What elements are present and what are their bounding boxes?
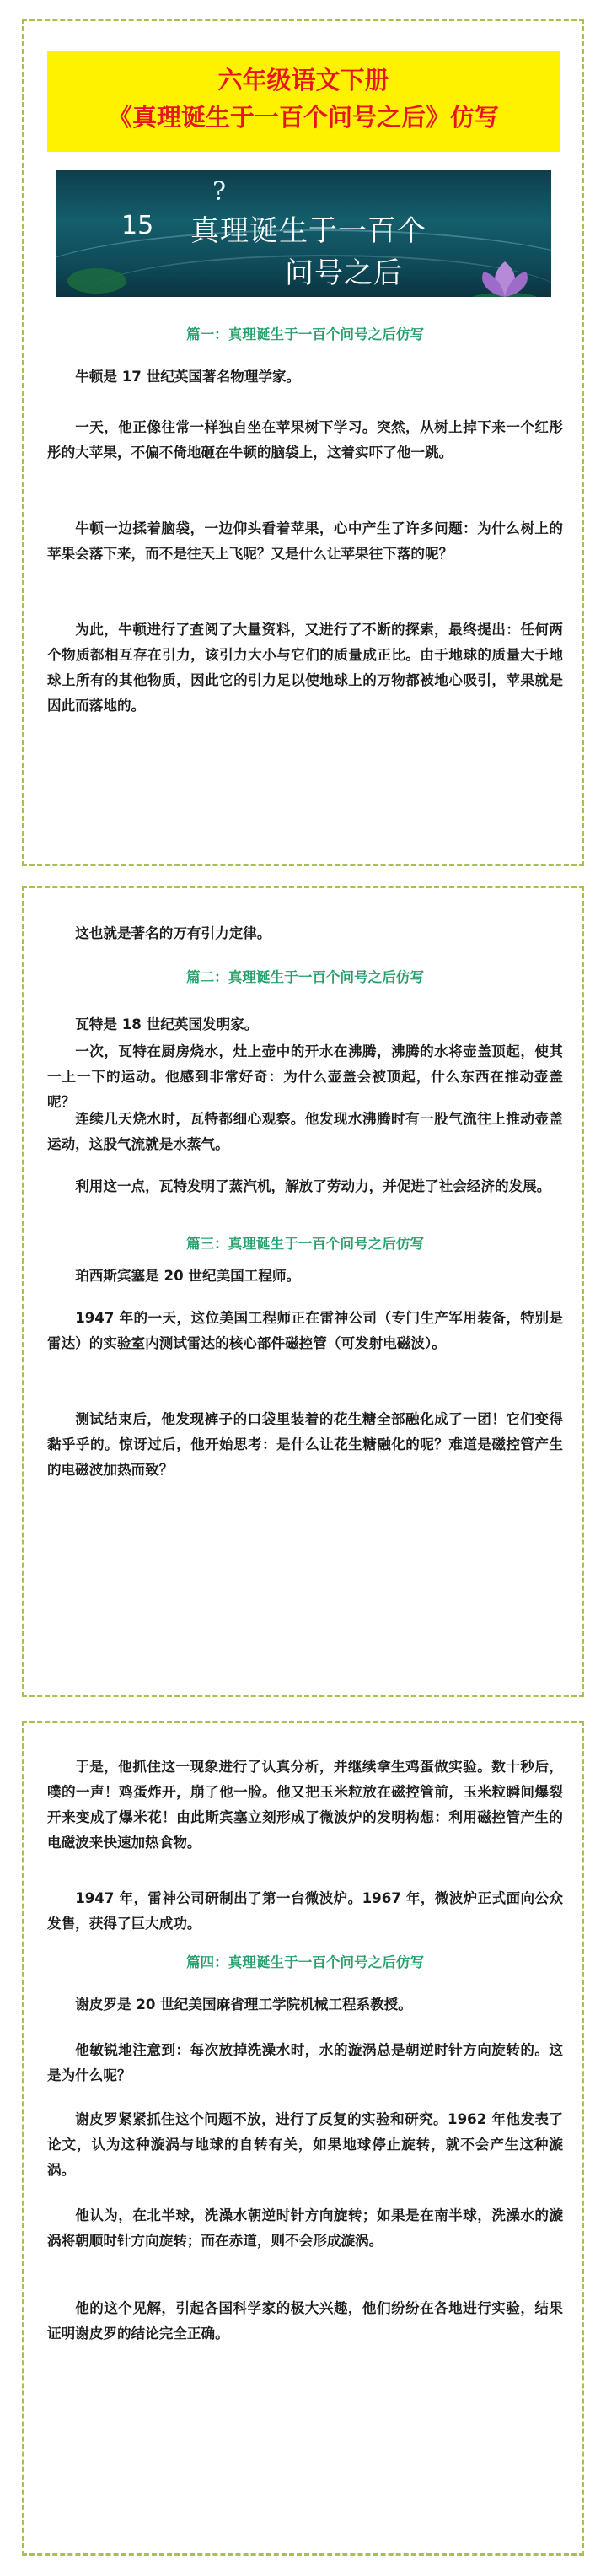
title-line-2: 《真理诞生于一百个问号之后》仿写 <box>107 103 499 132</box>
section-heading-3: 篇三：真理诞生于一百个问号之后仿写 <box>185 1236 425 1252</box>
paragraph: 1947 年的一天，这位美国工程师正在雷神公司（专门生产军用装备，特别是雷达）的实验室内测试雷达的核心部件磁控管（可发射电磁波）。 <box>47 1310 563 1351</box>
paragraph: 一次，瓦特在厨房烧水，灶上壶中的开水在沸腾，沸腾的水将壶盖顶起，使其一上一下的运动。他感到非常好奇：为什么壶盖会被顶起，什么东西在推动壶盖呢？ <box>47 1043 563 1110</box>
paragraph: 连续几天烧水时，瓦特都细心观察。他发现水沸腾时有一股气流往上推动壶盖运动，这股气流就是水蒸气。 <box>47 1111 563 1152</box>
paragraph: 他的这个见解，引起各国科学家的极大兴趣，他们纷纷在各地进行实验，结果证明谢皮罗的结论完全正确。 <box>47 2300 563 2342</box>
paragraph: 利用这一点，瓦特发明了蒸汽机，解放了劳动力，并促进了社会经济的发展。 <box>75 1178 551 1194</box>
content-panel-2 <box>22 886 584 1697</box>
paragraph: 他认为，在北半球，洗澡水朝逆时针方向旋转；如果是在南半球，洗澡水的漩涡将朝顺时针方向旋转；而在赤道，则不会形成漩涡。 <box>47 2207 563 2249</box>
question-mark-icon: ? <box>212 177 227 207</box>
paragraph: 为此，牛顿进行了查阅了大量资料，又进行了不断的探索，最终提出：任何两个物质都相互存在引力，该引力大小与它们的质量成正比。由于地球的质量大于地球上所有的其他物质，因此它的引力足以使地球上的万物都被地心吸引，苹果就是因此而落地的。 <box>47 622 563 714</box>
paragraph: 谢皮罗紧紧抓住这个问题不放，进行了反复的实验和研究。1962 年他发表了论文，认为这种漩涡与地球的自转有关，如果地球停止旋转，就不会产生这种漩涡。 <box>47 2111 563 2178</box>
paragraph: 他敏锐地注意到：每次放掉洗澡水时，水的漩涡总是朝逆时针方向旋转的。这是为什么呢？ <box>47 2042 563 2083</box>
title-line-1: 六年级语文下册 <box>217 66 389 94</box>
paragraph: 测试结束后，他发现裤子的口袋里装着的花生糖全部融化成了一团！它们变得黏乎乎的。惊讶过后，他开始思考：是什么让花生糖融化的呢？难道是磁控管产生的电磁波加热而致？ <box>47 1411 563 1478</box>
paragraph: 谢皮罗是 20 世纪美国麻省理工学院机械工程系教授。 <box>75 1997 412 2013</box>
section-heading-2: 篇二：真理诞生于一百个问号之后仿写 <box>185 969 425 985</box>
paragraph: 一天，他正像往常一样独自坐在苹果树下学习。突然，从树上掉下来一个红彤彤的大苹果，不偏不倚地砸在牛顿的脑袋上，这着实吓了他一跳。 <box>47 419 563 461</box>
title-banner <box>47 51 560 152</box>
paragraph: 牛顿是 17 世纪英国著名物理学家。 <box>75 369 301 385</box>
hero-title-line-2: 问号之后 <box>285 256 403 290</box>
paragraph: 瓦特是 18 世纪英国发明家。 <box>75 1016 259 1032</box>
paragraph: 1947 年，雷神公司研制出了第一台微波炉。1967 年，微波炉正式面向公众发售，获得了巨大成功。 <box>47 1890 563 1932</box>
section-heading-1: 篇一：真理诞生于一百个问号之后仿写 <box>185 326 425 342</box>
hero-image <box>56 170 551 297</box>
hero-title-line-1: 真理诞生于一百个 <box>190 214 426 248</box>
paragraph: 牛顿一边揉着脑袋，一边仰头看着苹果，心中产生了许多问题：为什么树上的苹果会落下来，而不是往天上飞呢？又是什么让苹果往下落的呢？ <box>47 520 563 562</box>
lotus-flower-icon <box>467 255 543 297</box>
lily-pad <box>67 268 126 294</box>
paragraph: 于是，他抓住这一现象进行了认真分析，并继续拿生鸡蛋做实验。数十秒后，噗的一声！鸡蛋炸开，崩了他一脸。他又把玉米粒放在磁控管前，玉米粒瞬间爆裂开来变成了爆米花！由此斯宾塞立刻形成了微波炉的发明构想：利用磁控管产生的电磁波来快速加热食物。 <box>47 1759 563 1851</box>
paragraph: 这也就是著名的万有引力定律。 <box>75 925 271 941</box>
lesson-number: 15 <box>121 211 154 240</box>
section-heading-4: 篇四：真理诞生于一百个问号之后仿写 <box>185 1954 425 1970</box>
paragraph: 珀西斯宾塞是 20 世纪美国工程师。 <box>75 1268 301 1284</box>
